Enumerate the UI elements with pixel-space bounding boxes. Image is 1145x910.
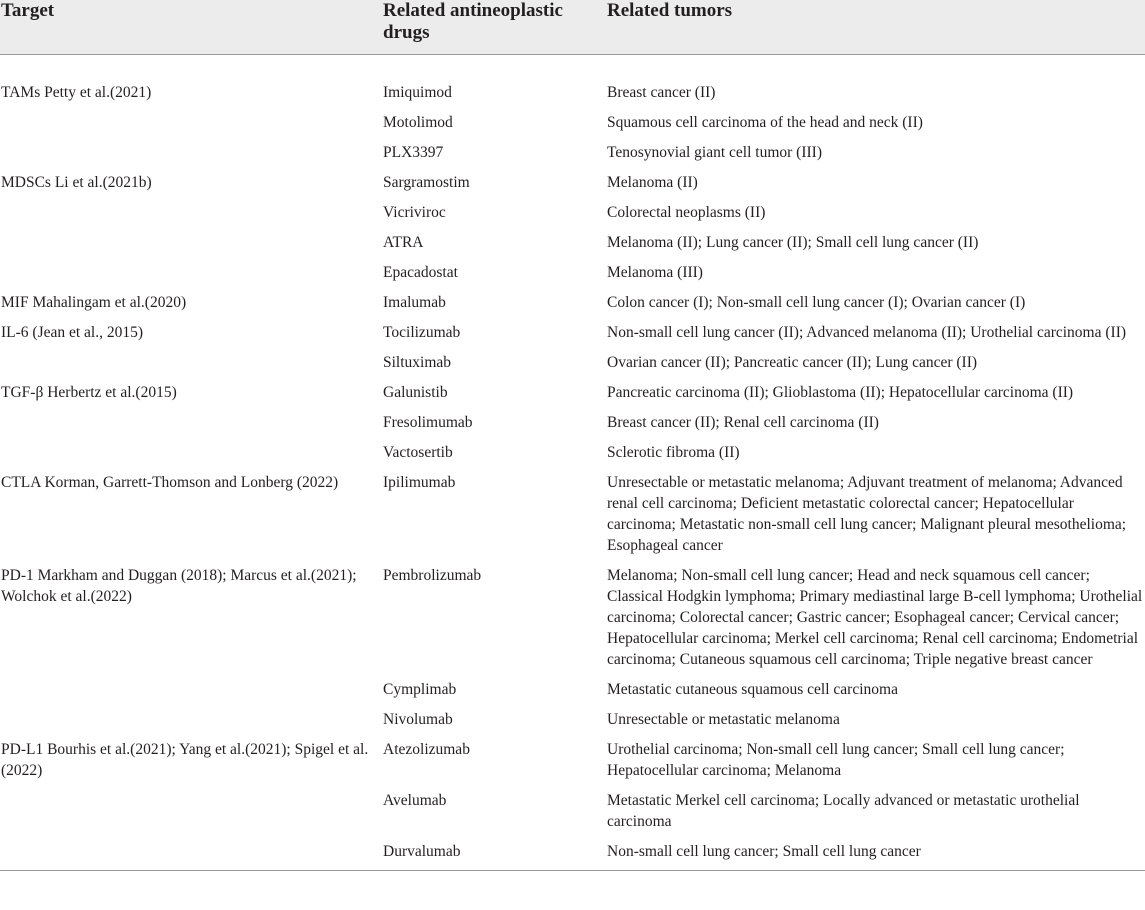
tumors-cell: Breast cancer (II); Renal cell carcinoma (II): [607, 414, 879, 431]
target-cell: [0, 705, 383, 735]
tumors-cell: Metastatic cutaneous squamous cell carcinoma: [607, 681, 898, 698]
target-cell: [0, 258, 383, 288]
target-cell: [0, 675, 383, 705]
drug-cell: Sargramostim: [383, 174, 470, 191]
drug-cell: Vicriviroc: [383, 204, 446, 221]
table-header: [0, 0, 1145, 55]
tumors-cell: Squamous cell carcinoma of the head and neck (II): [607, 114, 923, 131]
drug-cell: Vactosertib: [383, 444, 453, 461]
drug-cell: Motolimod: [383, 114, 453, 131]
table-row: [0, 108, 1145, 138]
tumors-cell: Breast cancer (II): [607, 84, 716, 101]
tumors-cell: Tenosynovial giant cell tumor (III): [607, 144, 822, 161]
tumors-cell: Colorectal neoplasms (II): [607, 204, 766, 221]
drug-cell: Galunistib: [383, 384, 448, 401]
table-row: [0, 378, 1145, 408]
target-cell: [0, 408, 383, 438]
tumors-cell: Melanoma (II): [607, 174, 698, 191]
target-cell: TGF-β Herbertz et al.(2015): [1, 384, 177, 401]
target-cell: MIF Mahalingam et al.(2020): [1, 294, 187, 311]
table-row: [0, 675, 1145, 705]
table-row: [0, 561, 1145, 675]
tumors-cell: Sclerotic fibroma (II): [607, 444, 740, 461]
table-row: [0, 735, 1145, 786]
target-cell: [0, 198, 383, 228]
table-row: [0, 705, 1145, 735]
header-target: Target: [0, 0, 383, 55]
target-cell: MDSCs Li et al.(2021b): [1, 174, 152, 191]
table-row: [0, 468, 1145, 561]
drug-cell: Tocilizumab: [383, 324, 461, 341]
drug-cell: Epacadostat: [383, 264, 458, 281]
header-row: [0, 0, 1145, 55]
drug-cell: Ipilimumab: [383, 474, 456, 491]
drug-cell: Pembrolizumab: [383, 567, 482, 584]
drug-cell: Durvalumab: [383, 837, 607, 871]
table-row: [0, 198, 1145, 228]
drug-cell: ATRA: [383, 234, 424, 251]
tumors-cell: Urothelial carcinoma; Non-small cell lung cancer; Small cell lung cancer; Hepatocellular carcinoma; Melanoma: [607, 741, 1065, 779]
tumors-cell: Colon cancer (I); Non-small cell lung cancer (I); Ovarian cancer (I): [607, 294, 1026, 311]
drug-cell: Nivolumab: [383, 711, 453, 728]
header-related-tumors: Related tumors: [607, 0, 1145, 55]
target-cell: PD-L1 Bourhis et al.(2021); Yang et al.(2021); Spigel et al.(2022): [1, 741, 369, 779]
table-body: [0, 55, 1145, 871]
target-cell: [0, 438, 383, 468]
target-cell: IL-6 (Jean et al., 2015): [1, 324, 144, 341]
tumors-cell: Unresectable or metastatic melanoma: [607, 711, 840, 728]
drug-cell: Imiquimod: [383, 84, 452, 101]
table-row: [0, 408, 1145, 438]
tumors-cell: Non-small cell lung cancer; Small cell lung cancer: [607, 837, 1145, 871]
table-row: [0, 438, 1145, 468]
target-cell: TAMs Petty et al.(2021): [1, 84, 152, 101]
tumors-cell: Melanoma (III): [607, 264, 703, 281]
tumors-cell: Melanoma (II); Lung cancer (II); Small cell lung cancer (II): [607, 234, 979, 251]
table-row: [0, 318, 1145, 348]
table-row: [0, 258, 1145, 288]
target-cell: [0, 228, 383, 258]
table-row: [0, 228, 1145, 258]
table-row: [0, 837, 1145, 871]
drug-cell: Siltuximab: [383, 354, 452, 371]
target-cell: [0, 786, 383, 837]
target-cell: [0, 108, 383, 138]
tumors-cell: Melanoma; Non-small cell lung cancer; Head and neck squamous cell cancer; Classical Hodgkin lymphoma; Primary mediastinal large B-cell lymphoma; Urothelial carcinoma; Colorectal cancer; Gastric cancer; Esophageal cancer; Cervical cancer; Hepatocellular carcinoma; Merkel cell carcinoma; Renal cell carcinoma; Endometrial carcinoma; Cutaneous squamous cell carcinoma; Triple negative breast cancer: [607, 567, 1143, 668]
tumors-cell: Pancreatic carcinoma (II); Glioblastoma (II); Hepatocellular carcinoma (II): [607, 384, 1074, 401]
drug-cell: Imalumab: [383, 294, 446, 311]
table-row: [0, 55, 1145, 109]
target-cell: CTLA Korman, Garrett-Thomson and Lonberg (2022): [1, 474, 339, 491]
header-related-drugs: Related antineoplastic drugs: [383, 0, 607, 55]
table-row: [0, 786, 1145, 837]
drug-cell: PLX3397: [383, 144, 444, 161]
drug-cell: Avelumab: [383, 792, 447, 809]
table-row: [0, 348, 1145, 378]
table-row: [0, 168, 1145, 198]
target-cell: PD-1 Markham and Duggan (2018); Marcus et al.(2021); Wolchok et al.(2022): [1, 567, 357, 605]
target-cell: [0, 837, 383, 871]
drug-cell: Atezolizumab: [383, 741, 470, 758]
table-row: [0, 138, 1145, 168]
target-cell: [0, 348, 383, 378]
drug-cell: Cymplimab: [383, 681, 457, 698]
target-cell: [0, 138, 383, 168]
tumors-cell: Metastatic Merkel cell carcinoma; Locally advanced or metastatic urothelial carcinoma: [607, 792, 1080, 830]
tumors-cell: Unresectable or metastatic melanoma; Adjuvant treatment of melanoma; Advanced renal cell carcinoma; Deficient metastatic colorectal cancer; Hepatocellular carcinoma; Metastatic non-small cell lung cancer; Malignant pleural mesothelioma; Esophageal cancer: [607, 474, 1127, 554]
tumors-cell: Ovarian cancer (II); Pancreatic cancer (II); Lung cancer (II): [607, 354, 978, 371]
table-row: [0, 288, 1145, 318]
drug-cell: Fresolimumab: [383, 414, 473, 431]
tumors-cell: Non-small cell lung cancer (II); Advanced melanoma (II); Urothelial carcinoma (II): [607, 324, 1127, 341]
